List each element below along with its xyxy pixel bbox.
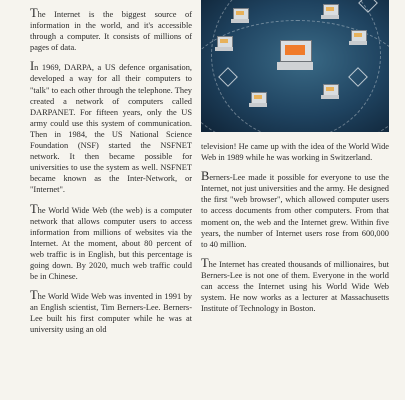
paragraph-initial: T bbox=[201, 255, 209, 270]
paragraph-initial: I bbox=[30, 59, 35, 74]
paragraph-www bbox=[30, 201, 192, 283]
computer-icon bbox=[349, 30, 367, 46]
network-illustration bbox=[201, 0, 389, 132]
paragraph-text: he Internet is the biggest source of information in the world, and it's accessible through a computer. It consists of millions of pages of data. bbox=[30, 10, 192, 53]
central-computer-icon bbox=[277, 40, 313, 72]
computer-icon bbox=[321, 4, 339, 20]
paragraph-intro bbox=[30, 8, 192, 53]
computer-icon bbox=[231, 8, 249, 24]
paragraph-text: he World Wide Web (the web) is a computer network that allows computer users to access information from millions of websites via the Internet. At the moment, about 80 percent of web traffic is in English, but this percentage is going down. By 2020, much web traffic could be in Chinese. bbox=[30, 205, 192, 282]
paragraph-initial: T bbox=[30, 6, 38, 20]
paragraph-initial: T bbox=[30, 201, 38, 216]
right-column bbox=[201, 0, 389, 322]
paragraph-text: television! He came up with the idea of the World Wide Web in 1989 while he was working in Switzerland. bbox=[201, 142, 389, 163]
paragraph-millionaires bbox=[201, 255, 389, 314]
paragraph-darpa bbox=[30, 61, 192, 195]
computer-icon bbox=[249, 92, 267, 108]
computer-icon bbox=[321, 84, 339, 100]
paragraph-browser bbox=[201, 171, 389, 250]
paragraph-text: he Internet has created thousands of millionaires, but Berners-Lee is not one of them. Everyone in the world can access the Internet using his World Wide Web system. He now works as a lecturer at Massachusetts Institute of Technology in Boston. bbox=[201, 259, 389, 314]
paragraph-text: he World Wide Web was invented in 1991 by an English scientist, Tim Berners-Lee. Berners-Lee built his first computer while he was at university using an old bbox=[30, 292, 192, 335]
paragraph-television bbox=[201, 140, 389, 163]
paragraph-initial: B bbox=[201, 169, 210, 184]
computer-icon bbox=[215, 36, 233, 52]
paragraph-text: erners-Lee made it possible for everyone to use the Internet, not just universities and the army. He designed the first "web browser", which allowed computer users to access documents from other computers. From that moment on, the web and the Internet grew. Within five years, the number of Internet users rose from 600,000 to 40 million. bbox=[201, 173, 389, 249]
paragraph-initial: T bbox=[30, 288, 38, 303]
paragraph-berners-lee bbox=[30, 290, 192, 335]
left-column bbox=[30, 0, 192, 344]
paragraph-text: n 1969, DARPA, a US defence organisation, developed a way for all their computers to "talk" to each other through the telephone. They created a network of computers called DARPANET. For fifteen years, only the US army could use this system of communication. Then in 1984, the US National Science Foundation (NSF) started the NSFNET network. It then became possible for universities to use the system as well. NSFNET became known as the Inter-Network, or "Internet". bbox=[30, 63, 192, 195]
